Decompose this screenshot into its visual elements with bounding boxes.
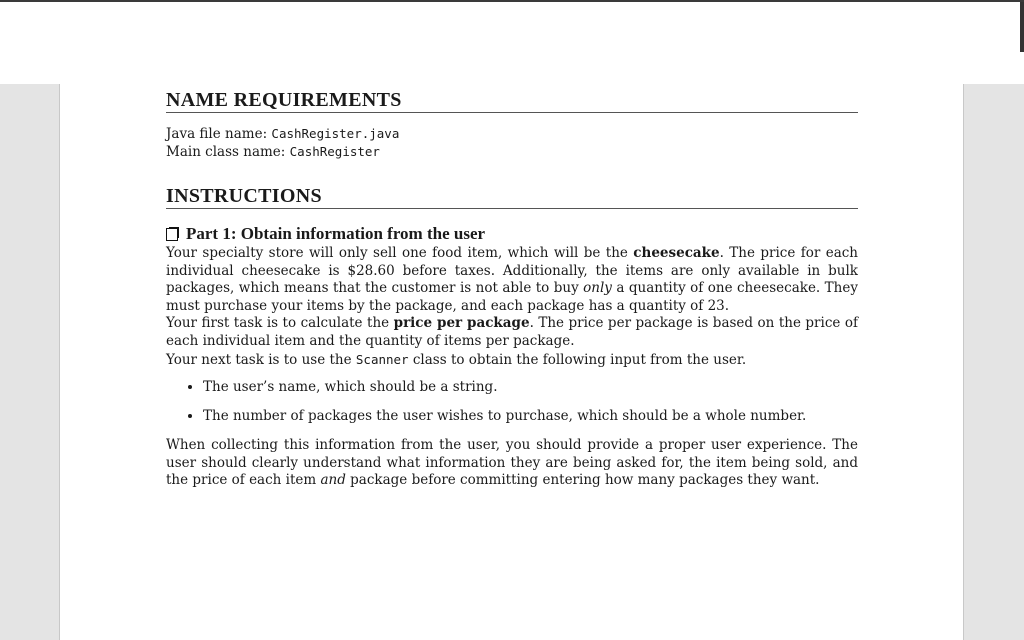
p1-text-b: . The price for each individual cheesecake is $28.60 before taxes. Additionally, the items are only available in bulk packages, which means that the customer is not able to buy [166,245,858,297]
java-file-line [166,125,858,143]
instructions-heading: INSTRUCTIONS [166,184,858,209]
p3-text-b: class to obtain the following input from the user. [408,351,747,368]
viewer-toolbar-area [0,0,1024,84]
name-requirements-heading: NAME REQUIREMENTS [166,88,858,113]
list-item: • The number of packages the user wishes to purchase, which should be a whole number. [203,408,858,425]
page-content [166,88,858,490]
main-class-line [166,143,858,161]
p1-text-c: a quantity of one cheesecake. They must purchase your items by the package, and each package has a quantity of 23. [166,280,858,314]
p4-text-b: package before committing entering how many packages they want. [345,472,820,489]
p2-text-a: Your first task is to calculate the [166,315,394,332]
p4-italic: and [320,472,346,489]
checkbox-icon [166,228,178,241]
document-page [59,84,964,640]
list-item: • The user’s name, which should be a string. [203,379,858,396]
paragraph-2 [166,315,858,350]
p1-bold: cheesecake [633,245,720,261]
p3-code: Scanner [355,351,409,367]
part1-heading [166,223,858,245]
p4-text-a: When collecting this information from the user, you should provide a proper user experience. The user should clearly understand what information they are being asked for, the item being sold, and the price of each item [166,437,858,489]
paragraph-3 [166,351,858,370]
java-file-label: Java file name: [166,126,268,142]
p1-text-a: Your specialty store will only sell one food item, which will be the [166,245,634,261]
p2-text-b: . The price per package is based on the price of each individual item and the quantity of items per package. [166,315,858,349]
paragraph-4 [166,437,858,490]
main-class-value: CashRegister [289,144,380,159]
name-requirements-list [166,125,858,161]
paragraph-1 [166,245,858,315]
p2-bold: price per package [393,315,530,332]
p3-text-a: Your next task is to use the [166,351,356,368]
java-file-value: CashRegister.java [271,126,400,141]
window-edge [1020,2,1024,52]
p1-italic: only [583,280,612,297]
part1-title: Part 1: Obtain information from the user [186,224,486,243]
main-class-label: Main class name: [166,144,286,160]
input-list [166,379,858,425]
